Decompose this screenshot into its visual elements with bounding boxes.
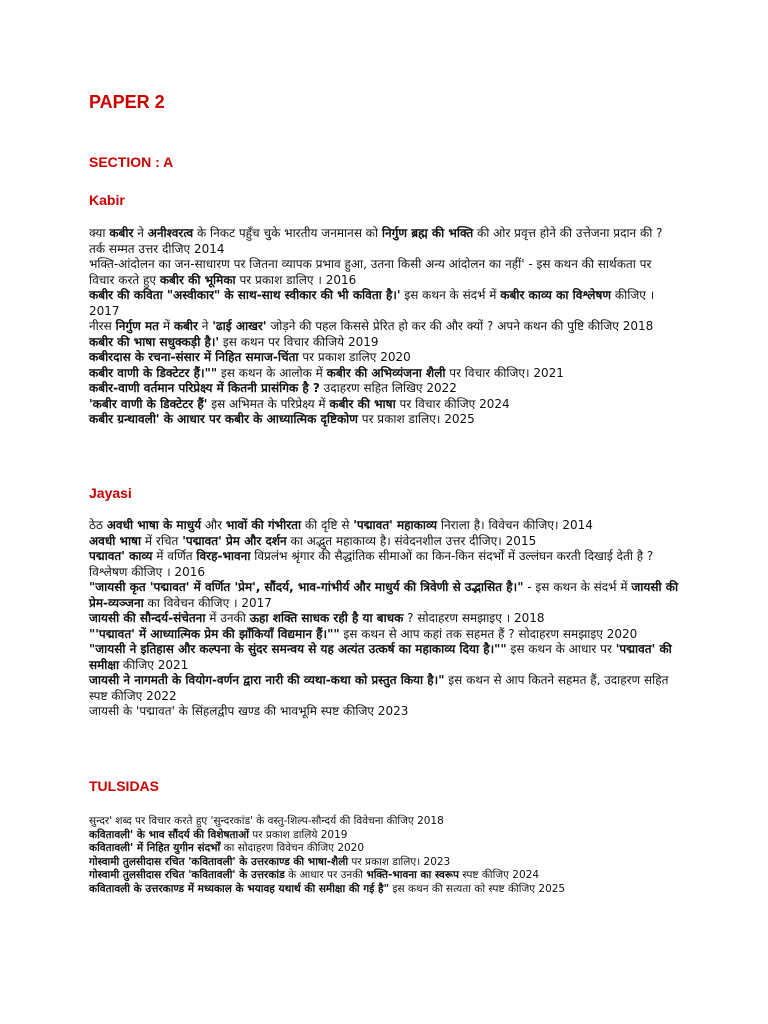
question-item bbox=[89, 869, 679, 883]
question-emphasis: गोस्वामी तुलसीदास रचित 'कवितावली' के उत्तरकाण्ड की भाषा-शैली bbox=[89, 855, 349, 868]
section-heading: SECTION : A bbox=[89, 154, 174, 170]
question-item bbox=[89, 549, 679, 580]
question-text: पर विचार कीजिए। 2021 bbox=[445, 365, 564, 380]
question-emphasis: ऊहा शक्ति साधक रही है या बाधक bbox=[249, 611, 404, 625]
paper-title: PAPER 2 bbox=[89, 92, 165, 112]
question-text: कीजिए । 2017 bbox=[89, 288, 655, 318]
question-emphasis: "जायसी कृत 'पद्मावत' में वर्णित 'प्रेम', सौंदर्य, भाव-गांभीर्य और माधुर्य की त्रिवेणी से उद्भासित है।" bbox=[89, 580, 524, 594]
question-text: सुन्दर' शब्द पर विचार करते हुए 'सुन्दरकांड' के वस्तु-शिल्प-सौन्दर्य की विवेचना कीजिए 2018 bbox=[89, 815, 444, 827]
kabir-heading: Kabir bbox=[89, 192, 125, 208]
question-text: पर प्रकाश डालिए । 2016 bbox=[235, 272, 357, 287]
question-item bbox=[89, 397, 679, 413]
question-text: भक्ति-आंदोलन का जन-साधारण पर जितना व्यापक प्रभाव हुआ, उतना किसी अन्य आंदोलन का नहीं' - इस कथन की सार्थकता पर विचार करते हुए bbox=[89, 257, 652, 287]
jayasi-questions bbox=[89, 518, 679, 720]
jayasi-heading: Jayasi bbox=[89, 485, 132, 501]
question-text: कीजिए 2021 bbox=[119, 657, 189, 672]
question-emphasis: 'पद्मावत' प्रेम और दर्शन bbox=[182, 533, 287, 548]
question-emphasis: 'ढाई आखर' bbox=[212, 319, 267, 333]
question-text: ठेठ bbox=[89, 518, 107, 532]
question-emphasis: कबीर काव्य का विश्लेषण bbox=[500, 288, 612, 302]
question-item bbox=[89, 335, 679, 351]
question-text: में उनकी bbox=[205, 611, 250, 625]
question-emphasis: निर्गुण मत bbox=[115, 319, 160, 333]
question-item bbox=[89, 673, 679, 704]
question-item bbox=[89, 381, 679, 397]
question-item bbox=[89, 518, 679, 534]
question-text: का विवेचन कीजिए । 2017 bbox=[143, 595, 272, 610]
question-emphasis: अवधी भाषा के माधुर्य bbox=[106, 518, 202, 532]
question-emphasis: कबीर bbox=[109, 226, 134, 240]
question-emphasis: कबीर की भूमिका bbox=[159, 272, 236, 287]
question-emphasis: "जायसी ने इतिहास और कल्पना के सुंदर समन्वय से यह अत्यंत उत्कर्ष का महाकाव्य दिया है।"" bbox=[89, 642, 507, 656]
question-item bbox=[89, 350, 679, 366]
question-emphasis: कबीर की कविता "अस्वीकार" के साथ-साथ स्वीकार की भी कविता है।' bbox=[89, 288, 401, 302]
question-text: पर प्रकाश डालिए 2020 bbox=[298, 350, 411, 364]
question-item bbox=[89, 226, 679, 257]
question-emphasis: पद्मावत' काव्य bbox=[89, 549, 153, 563]
question-emphasis: अवधी भाषा bbox=[89, 533, 142, 548]
question-emphasis: कबीर bbox=[173, 319, 198, 333]
question-emphasis: जायसी ने नागमती के वियोग-वर्णन द्वारा नारी की व्यथा-कथा को प्रस्तुत किया है।" bbox=[89, 673, 445, 687]
question-text: में bbox=[159, 319, 174, 333]
question-item bbox=[89, 580, 679, 611]
question-text: इस कथन के आधार पर bbox=[506, 642, 616, 656]
question-text: नीरस bbox=[89, 319, 116, 333]
question-emphasis: गोस्वामी तुलसीदास रचित 'कवितावली' के उत्तरकांड bbox=[89, 869, 285, 882]
question-emphasis: कबीर की भाषा सधुक्कड़ी है।' bbox=[89, 334, 220, 349]
question-emphasis: अनीश्वरत्व bbox=[147, 226, 194, 240]
question-emphasis: कवितावली के उत्तरकाण्ड में मध्यकाल के भयावह यथार्थ की समीक्षा की गई है" bbox=[89, 882, 390, 895]
question-text: इस कथन पर विचार कीजिये 2019 bbox=[219, 334, 379, 349]
question-emphasis: 'पद्मावत' की समीक्षा bbox=[89, 642, 672, 672]
question-item bbox=[89, 257, 679, 288]
question-item bbox=[89, 815, 679, 829]
question-text: का अद्भुत महाकाव्य है। संवेदनशील उत्तर दीजिए। 2015 bbox=[286, 533, 537, 548]
question-text: स्पष्ट कीजिए 2024 bbox=[459, 869, 540, 882]
question-item bbox=[89, 611, 679, 627]
question-text: इस कथन के संदर्भ में bbox=[400, 288, 501, 302]
question-text: पर प्रकाश डालिये 2019 bbox=[248, 828, 348, 841]
question-emphasis: विरह-भावना bbox=[196, 549, 251, 563]
question-item bbox=[89, 366, 679, 382]
question-emphasis: "'पद्मावत' में आध्यात्मिक प्रेम की झाँकियाँ विद्यमान हैं।"" bbox=[89, 626, 340, 641]
question-text: - इस कथन के संदर्भ में bbox=[523, 580, 632, 594]
question-item bbox=[89, 883, 679, 897]
question-text: उदाहरण सहित लिखिए 2022 bbox=[319, 381, 457, 395]
question-text: की ओर प्रवृत्त होने की उत्तेजना प्रदान की ? तर्क सम्मत उत्तर दीजिए 2014 bbox=[89, 226, 663, 256]
question-item bbox=[89, 288, 679, 319]
question-emphasis: जायसी की प्रेम-व्यञ्जना bbox=[89, 580, 679, 610]
question-emphasis: कबीर वाणी के डिक्टेटर हैं।"" bbox=[89, 365, 218, 380]
question-item bbox=[89, 829, 679, 843]
question-text: पर प्रकाश डालिए। 2023 bbox=[348, 855, 451, 868]
question-emphasis: कबीर की अभिव्यंजना शैली bbox=[326, 365, 446, 380]
question-emphasis: भावों की गंभीरता bbox=[225, 518, 302, 532]
question-text: इस अभिमत के परिप्रेक्ष्य में bbox=[207, 396, 330, 411]
kabir-questions bbox=[89, 226, 679, 428]
question-emphasis: कबीर-वाणी वर्तमान परिप्रेक्ष्य में कितनी प्रासंगिक है ? bbox=[89, 381, 320, 395]
question-text: की दृष्टि से bbox=[301, 518, 354, 532]
tulsidas-questions bbox=[89, 815, 679, 897]
question-text: इस कथन के आलोक में bbox=[217, 365, 327, 380]
question-text: विप्रलंभ श्रृंगार की सैद्धांतिक सीमाओं का किन-किन संदर्भों में उल्लंघन करती दिखाई देती है ? विश्लेषण कीजिए । 2016 bbox=[89, 549, 654, 579]
question-item bbox=[89, 856, 679, 870]
question-text: पर विचार कीजिए 2024 bbox=[395, 396, 510, 411]
question-text: इस कथन से आप कहां तक सहमत हैं ? सोदाहरण समझाइए 2020 bbox=[339, 626, 638, 641]
question-emphasis: कबीरदास के रचना-संसार में निहित समाज-चिंता bbox=[89, 350, 299, 364]
question-emphasis: कबीर की भाषा bbox=[329, 396, 396, 411]
tulsidas-heading: TULSIDAS bbox=[89, 778, 159, 794]
question-text: के निकट पहुँच चुके भारतीय जनमानस को bbox=[193, 226, 382, 240]
question-emphasis: कवितावली' में निहित युगीन संदर्भों bbox=[89, 842, 221, 855]
question-item bbox=[89, 319, 679, 335]
question-text: का सोदाहरण विवेचन कीजिए 2020 bbox=[220, 842, 365, 855]
question-emphasis: कबीर ग्रन्थावली' के आधार पर कबीर के आध्यात्मिक दृष्टिकोण bbox=[89, 412, 358, 426]
question-item bbox=[89, 627, 679, 643]
question-text: जोड़ने की पहल किससे प्रेरित हो कर की और क्यों ? अपने कथन की पुष्टि कीजिए 2018 bbox=[266, 319, 654, 333]
question-item bbox=[89, 412, 679, 428]
question-emphasis: 'पद्मावत' महाकाव्य bbox=[353, 518, 438, 532]
question-text: के आधार पर उनकी bbox=[284, 869, 367, 882]
question-text: ? सोदाहरण समझाइए । 2018 bbox=[403, 611, 545, 625]
question-text: में रचित bbox=[141, 533, 183, 548]
question-emphasis: 'कबीर वाणी के डिक्टेटर हैं' bbox=[89, 396, 208, 411]
question-item bbox=[89, 842, 679, 856]
question-item bbox=[89, 704, 679, 720]
question-text: में वर्णित bbox=[152, 549, 197, 563]
question-item bbox=[89, 534, 679, 550]
question-emphasis: जायसी की सौन्दर्य-संचेतना bbox=[89, 611, 206, 625]
question-emphasis: भक्ति-भावना का स्वरूप bbox=[366, 869, 460, 882]
question-text: इस कथन से आप कितने सहमत हैं, उदाहरण सहित स्पष्ट कीजिए 2022 bbox=[89, 673, 669, 703]
question-text: क्या bbox=[89, 226, 110, 240]
question-emphasis: कवितावली' के भाव सौंदर्य की विशेषताओं bbox=[89, 828, 249, 841]
question-text: जायसी के 'पद्मावत' के सिंहलद्वीप खण्ड की भावभूमि स्पष्ट कीजिए 2023 bbox=[89, 704, 409, 718]
question-emphasis: निर्गुण ब्रह्म की भक्ति bbox=[381, 226, 474, 240]
question-item bbox=[89, 642, 679, 673]
question-text: इस कथन की सत्यता को स्पष्ट कीजिए 2025 bbox=[389, 882, 566, 895]
question-text: निराला है। विवेचन कीजिए। 2014 bbox=[437, 518, 593, 532]
question-text: पर प्रकाश डालिए। 2025 bbox=[357, 412, 475, 426]
question-text: ने bbox=[133, 226, 148, 240]
question-text: ने bbox=[197, 319, 213, 333]
question-text: और bbox=[201, 518, 226, 532]
